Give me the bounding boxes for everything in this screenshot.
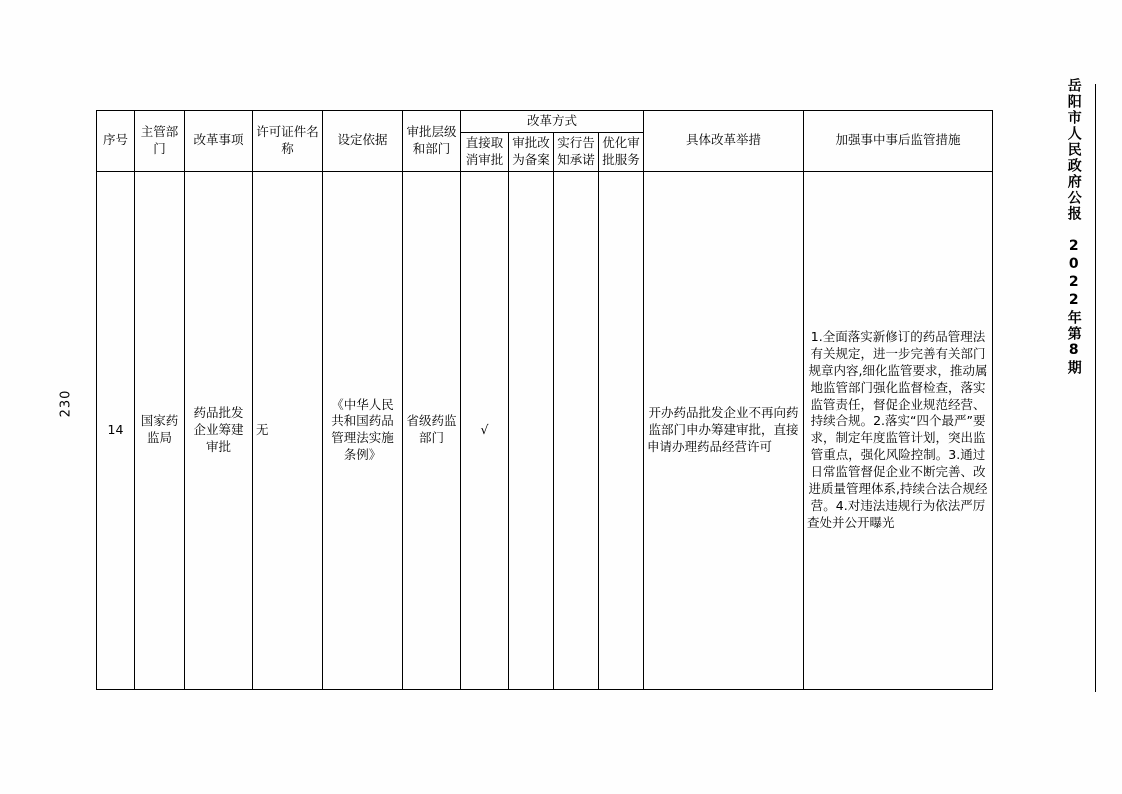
column-header-supervision: 加强事中事后监管措施: [804, 111, 993, 172]
column-header-method-commit: 实行告知承诺: [554, 132, 599, 171]
table-header: [97, 111, 993, 172]
side-rule-divider: [1095, 84, 1096, 692]
cell-seq: 14: [97, 171, 135, 689]
cell-method-commit: [554, 171, 599, 689]
publication-header: [1060, 78, 1086, 698]
cell-method-cancel: √: [461, 171, 509, 689]
column-header-measures: 具体改革举措: [644, 111, 804, 172]
column-header-dept: 主管部门: [135, 111, 185, 172]
cell-dept: 国家药监局: [135, 171, 185, 689]
column-header-method-record: 审批改为备案: [509, 132, 554, 171]
column-header-item: 改革事项: [185, 111, 253, 172]
column-header-seq: 序号: [97, 111, 135, 172]
cell-method-optimize: [599, 171, 644, 689]
page-number: 230: [58, 389, 74, 418]
cell-method-record: [509, 171, 554, 689]
column-header-basis: 设定依据: [323, 111, 403, 172]
reform-table: [96, 110, 993, 690]
column-header-cert: 许可证件名称: [253, 111, 323, 172]
column-header-method-group: 改革方式: [461, 111, 644, 133]
publication-header-text: 岳阳市人民政府公报 2022年第8期: [1065, 78, 1082, 376]
table-header-row-1: [97, 111, 993, 133]
cell-cert: 无: [253, 171, 323, 689]
cell-basis: 《中华人民共和国药品管理法实施条例》: [323, 171, 403, 689]
cell-level: 省级药监部门: [403, 171, 461, 689]
cell-supervision: 1.全面落实新修订的药品管理法有关规定，进一步完善有关部门规章内容,细化监管要求，推动属地监管部门强化监督检查，落实监管责任，督促企业规范经营、持续合规。2.落实“四个最严”要求，制定年度监管计划，突出监管重点，强化风险控制。3.通过日常监管督促企业不断完善、改进质量管理体系,持续合法合规经营。4.对违法违规行为依法严厉查处并公开曝光: [804, 171, 993, 689]
table-row: [97, 171, 993, 689]
reform-table-container: [96, 110, 992, 690]
column-header-method-optimize: 优化审批服务: [599, 132, 644, 171]
cell-measures: 开办药品批发企业不再向药监部门申办筹建审批，直接申请办理药品经营许可: [644, 171, 804, 689]
column-header-level: 审批层级和部门: [403, 111, 461, 172]
column-header-method-cancel: 直接取消审批: [461, 132, 509, 171]
cell-item: 药品批发企业筹建审批: [185, 171, 253, 689]
table-body: [97, 171, 993, 689]
